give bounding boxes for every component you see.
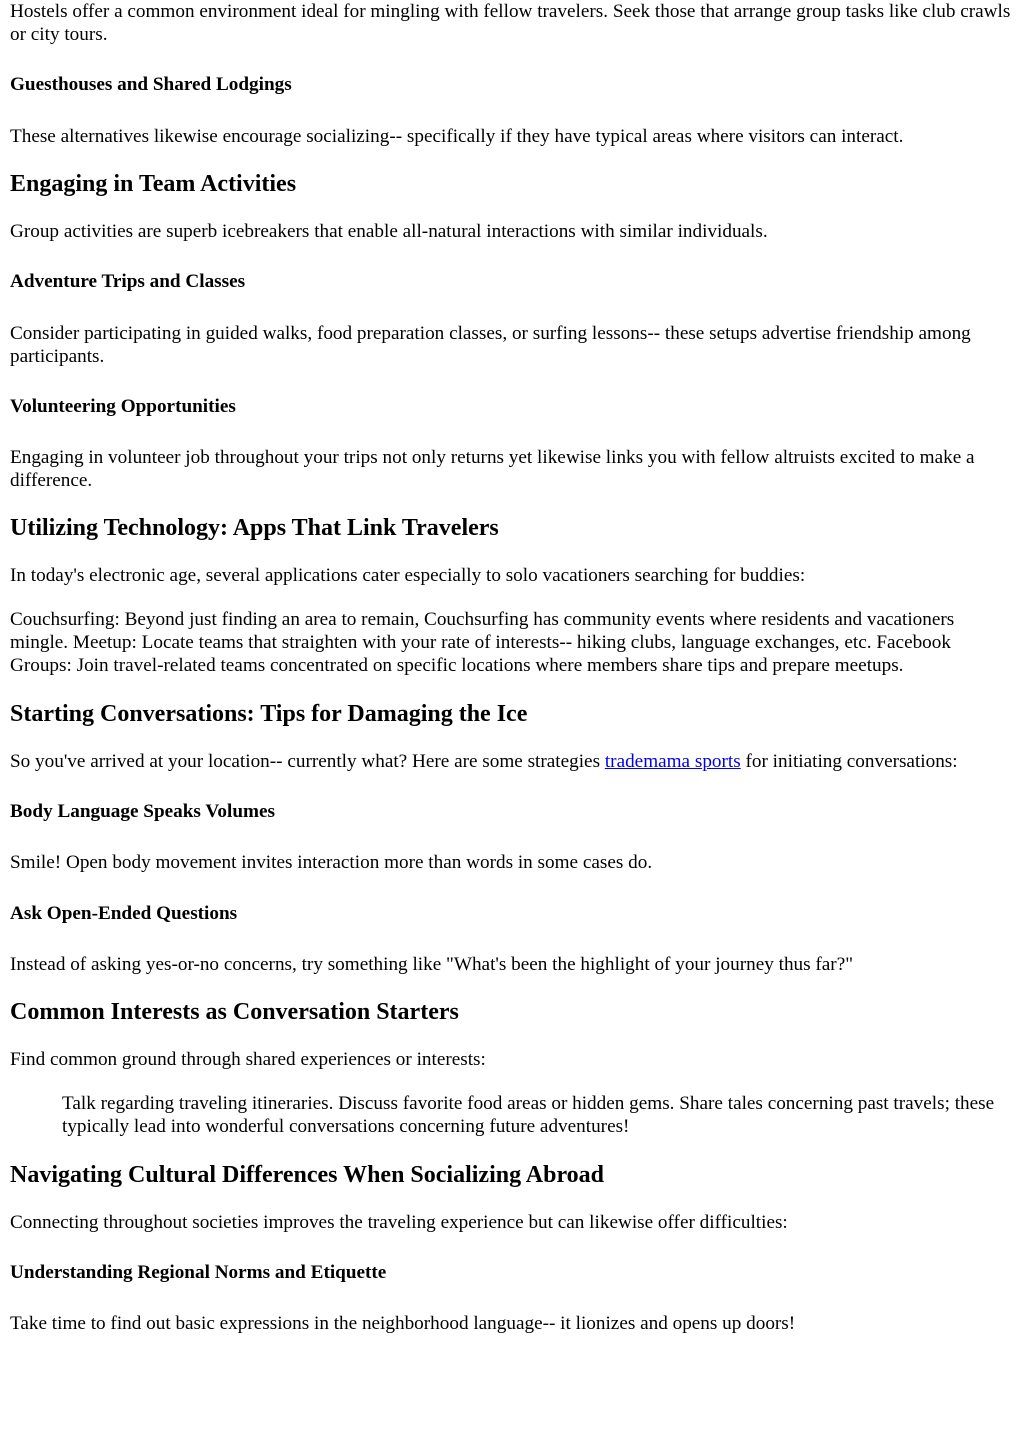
paragraph-technology-intro: In today's electronic age, several applications cater especially to solo vacationers searching for buddies:: [10, 565, 806, 586]
heading-cultural-differences: Navigating Cultural Differences When Socializing Abroad: [10, 1162, 605, 1188]
paragraph-volunteering: Engaging in volunteer job throughout your trips not only returns yet likewise links you with fellow altruists excited to make a difference.: [10, 447, 975, 491]
heading-technology: Utilizing Technology: Apps That Link Travelers: [10, 515, 499, 541]
paragraph-common-interests: Find common ground through shared experiences or interests:: [10, 1049, 486, 1070]
paragraph-team-activities: Group activities are superb icebreakers that enable all-natural interactions with similar individuals.: [10, 221, 768, 242]
heading-starting-conversations: Starting Conversations: Tips for Damaging the Ice: [10, 701, 528, 727]
trademama-sports-link[interactable]: trademama sports: [604, 751, 741, 772]
blockquote-itineraries: Talk regarding traveling itineraries. Discuss favorite food areas or hidden gems. Share tales concerning past travels; these typically lead into wonderful conversations concerning future adventures!: [62, 1093, 995, 1137]
strategies-text-after: for initiating conversations:: [740, 751, 958, 772]
paragraph-cultural-differences: Connecting throughout societies improves the traveling experience but can likewise offer difficulties:: [10, 1212, 788, 1233]
heading-team-activities: Engaging in Team Activities: [10, 171, 297, 197]
heading-common-interests: Common Interests as Conversation Starters: [10, 999, 459, 1025]
heading-open-ended-questions: Ask Open-Ended Questions: [10, 903, 238, 924]
paragraph-regional-norms: Take time to find out basic expressions in the neighborhood language-- it lionizes and opens up doors!: [10, 1313, 796, 1334]
paragraph-guesthouses: These alternatives likewise encourage socializing-- specifically if they have typical areas where visitors can interact.: [10, 126, 904, 147]
paragraph-strategies: [10, 750, 1014, 773]
heading-adventure-trips: Adventure Trips and Classes: [10, 271, 246, 292]
heading-body-language: Body Language Speaks Volumes: [10, 801, 275, 822]
strategies-text-before: So you've arrived at your location-- currently what? Here are some strategies: [10, 751, 605, 772]
paragraph-adventure-trips: Consider participating in guided walks, food preparation classes, or surfing lessons-- these setups advertise friendship among participants.: [10, 323, 971, 367]
paragraph-body-language: Smile! Open body movement invites interaction more than words in some cases do.: [10, 852, 653, 873]
heading-guesthouses: Guesthouses and Shared Lodgings: [10, 74, 292, 95]
paragraph-apps: Couchsurfing: Beyond just finding an area to remain, Couchsurfing has community events where residents and vacationers mingle. Meetup: Locate teams that straighten with your rate of interests-- hiking clubs, language exchanges, etc. Facebook Groups: Join travel-related teams concentrated on specific locations where members share tips and prepare meetups.: [10, 609, 955, 676]
paragraph-hostels: Hostels offer a common environment ideal for mingling with fellow travelers. Seek those that arrange group tasks like club crawls or city tours.: [10, 1, 1011, 45]
heading-regional-norms: Understanding Regional Norms and Etiquette: [10, 1262, 387, 1283]
paragraph-open-ended-questions: Instead of asking yes-or-no concerns, try something like "What's been the highlight of your journey thus far?": [10, 954, 854, 975]
heading-volunteering: Volunteering Opportunities: [10, 396, 236, 417]
